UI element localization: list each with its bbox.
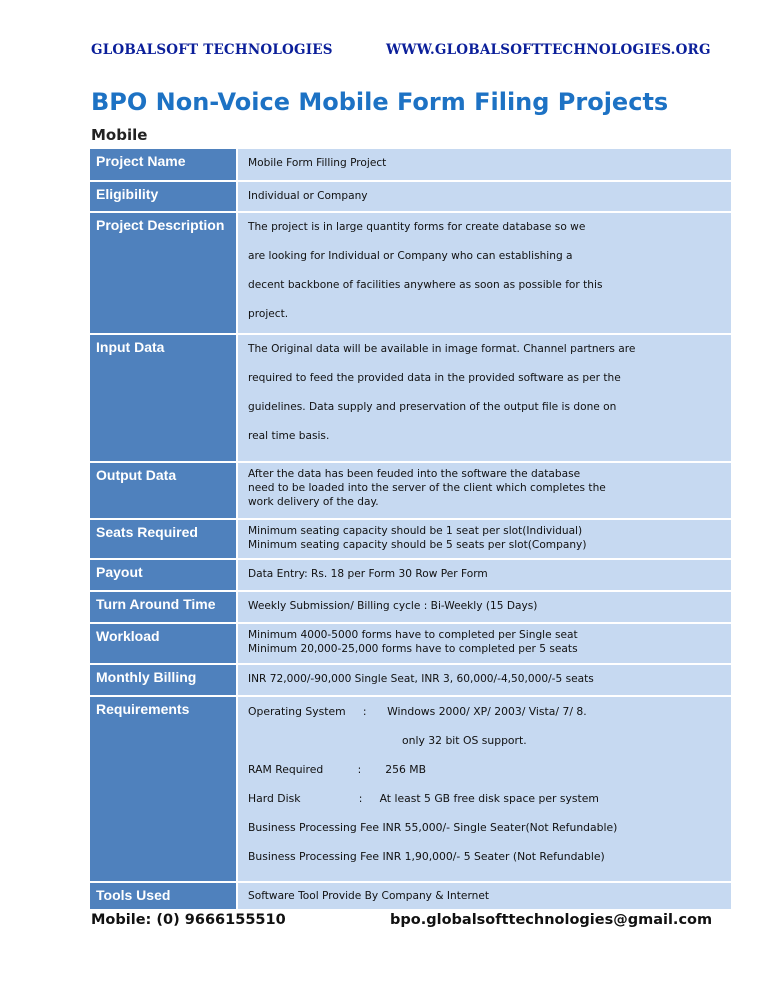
value-line: Software Tool Provide By Company & Internet bbox=[248, 890, 490, 902]
table-row-tools-used bbox=[90, 883, 731, 911]
footer-mobile: Mobile: (0) 9666155510 bbox=[91, 912, 286, 928]
row-label: Output Data bbox=[90, 463, 238, 518]
value-line: Minimum seating capacity should be 5 seats per slot(Company) bbox=[248, 539, 587, 551]
row-label: Monthly Billing bbox=[90, 665, 238, 695]
row-value bbox=[238, 665, 731, 695]
table-row-payout bbox=[90, 560, 731, 592]
row-value bbox=[238, 560, 731, 590]
value-line: Weekly Submission/ Billing cycle : Bi-Weekly (15 Days) bbox=[248, 600, 538, 612]
table-row-eligibility bbox=[90, 182, 731, 213]
row-value bbox=[238, 335, 731, 461]
table-row-turn-around-time bbox=[90, 592, 731, 624]
table-row-monthly-billing bbox=[90, 665, 731, 697]
row-value bbox=[238, 697, 731, 881]
value-line: Minimum 4000-5000 forms have to completed per Single seat bbox=[248, 629, 578, 641]
row-label: Project Name bbox=[90, 149, 238, 180]
value-line: decent backbone of facilities anywhere as soon as possible for this bbox=[248, 279, 603, 291]
value-line: Individual or Company bbox=[248, 190, 368, 202]
project-details-table bbox=[90, 149, 731, 911]
value-line: Minimum seating capacity should be 1 seat per slot(Individual) bbox=[248, 525, 583, 537]
header-website[interactable]: WWW.GLOBALSOFTTECHNOLOGIES.ORG bbox=[386, 42, 711, 58]
value-line: Mobile Form Filling Project bbox=[248, 157, 387, 169]
value-line: need to be loaded into the server of the client which completes the bbox=[248, 482, 606, 494]
value-line: only 32 bit OS support. bbox=[402, 734, 527, 747]
value-line: The Original data will be available in image format. Channel partners are bbox=[248, 343, 636, 355]
row-value bbox=[238, 149, 731, 180]
page-subtitle: Mobile bbox=[91, 126, 148, 144]
row-label: Tools Used bbox=[90, 883, 238, 909]
value-line: RAM Required : 256 MB bbox=[248, 763, 426, 776]
row-value bbox=[238, 213, 731, 333]
row-value bbox=[238, 182, 731, 211]
row-value bbox=[238, 592, 731, 622]
row-label: Seats Required bbox=[90, 520, 238, 558]
value-line: work delivery of the day. bbox=[248, 496, 379, 508]
table-row-workload bbox=[90, 624, 731, 665]
table-row-seats-required bbox=[90, 520, 731, 560]
row-value bbox=[238, 883, 731, 909]
row-value bbox=[238, 520, 731, 558]
value-line: INR 72,000/-90,000 Single Seat, INR 3, 60,000/-4,50,000/-5 seats bbox=[248, 673, 594, 685]
value-line: After the data has been feuded into the software the database bbox=[248, 468, 581, 480]
value-line: Data Entry: Rs. 18 per Form 30 Row Per Form bbox=[248, 568, 488, 580]
value-line: required to feed the provided data in the provided software as per the bbox=[248, 372, 621, 384]
value-line: Business Processing Fee INR 1,90,000/- 5 Seater (Not Refundable) bbox=[248, 850, 605, 863]
table-row-requirements bbox=[90, 697, 731, 883]
value-line: are looking for Individual or Company who can establishing a bbox=[248, 250, 573, 262]
footer-email[interactable]: bpo.globalsofttechnologies@gmail.com bbox=[390, 912, 713, 928]
value-line: real time basis. bbox=[248, 430, 330, 442]
value-line: guidelines. Data supply and preservation of the output file is done on bbox=[248, 401, 617, 413]
row-label: Workload bbox=[90, 624, 238, 663]
value-line: Operating System : Windows 2000/ XP/ 2003/ Vista/ 7/ 8. bbox=[248, 705, 587, 718]
row-value bbox=[238, 463, 731, 518]
table-row-input-data bbox=[90, 335, 731, 463]
page-title: BPO Non-Voice Mobile Form Filing Projects bbox=[91, 88, 669, 116]
header-company: GLOBALSOFT TECHNOLOGIES bbox=[91, 42, 333, 58]
table-row-project-description bbox=[90, 213, 731, 335]
value-line: project. bbox=[248, 308, 289, 320]
row-label: Payout bbox=[90, 560, 238, 590]
value-line: Hard Disk : At least 5 GB free disk space per system bbox=[248, 792, 599, 805]
row-label: Eligibility bbox=[90, 182, 238, 211]
value-line: The project is in large quantity forms for create database so we bbox=[248, 221, 586, 233]
table-row-output-data bbox=[90, 463, 731, 520]
row-value bbox=[238, 624, 731, 663]
value-line: Minimum 20,000-25,000 forms have to completed per 5 seats bbox=[248, 643, 578, 655]
value-line: Business Processing Fee INR 55,000/- Single Seater(Not Refundable) bbox=[248, 821, 618, 834]
row-label: Project Description bbox=[90, 213, 238, 333]
table-row-project-name bbox=[90, 149, 731, 182]
row-label: Turn Around Time bbox=[90, 592, 238, 622]
row-label: Requirements bbox=[90, 697, 238, 881]
row-label: Input Data bbox=[90, 335, 238, 461]
